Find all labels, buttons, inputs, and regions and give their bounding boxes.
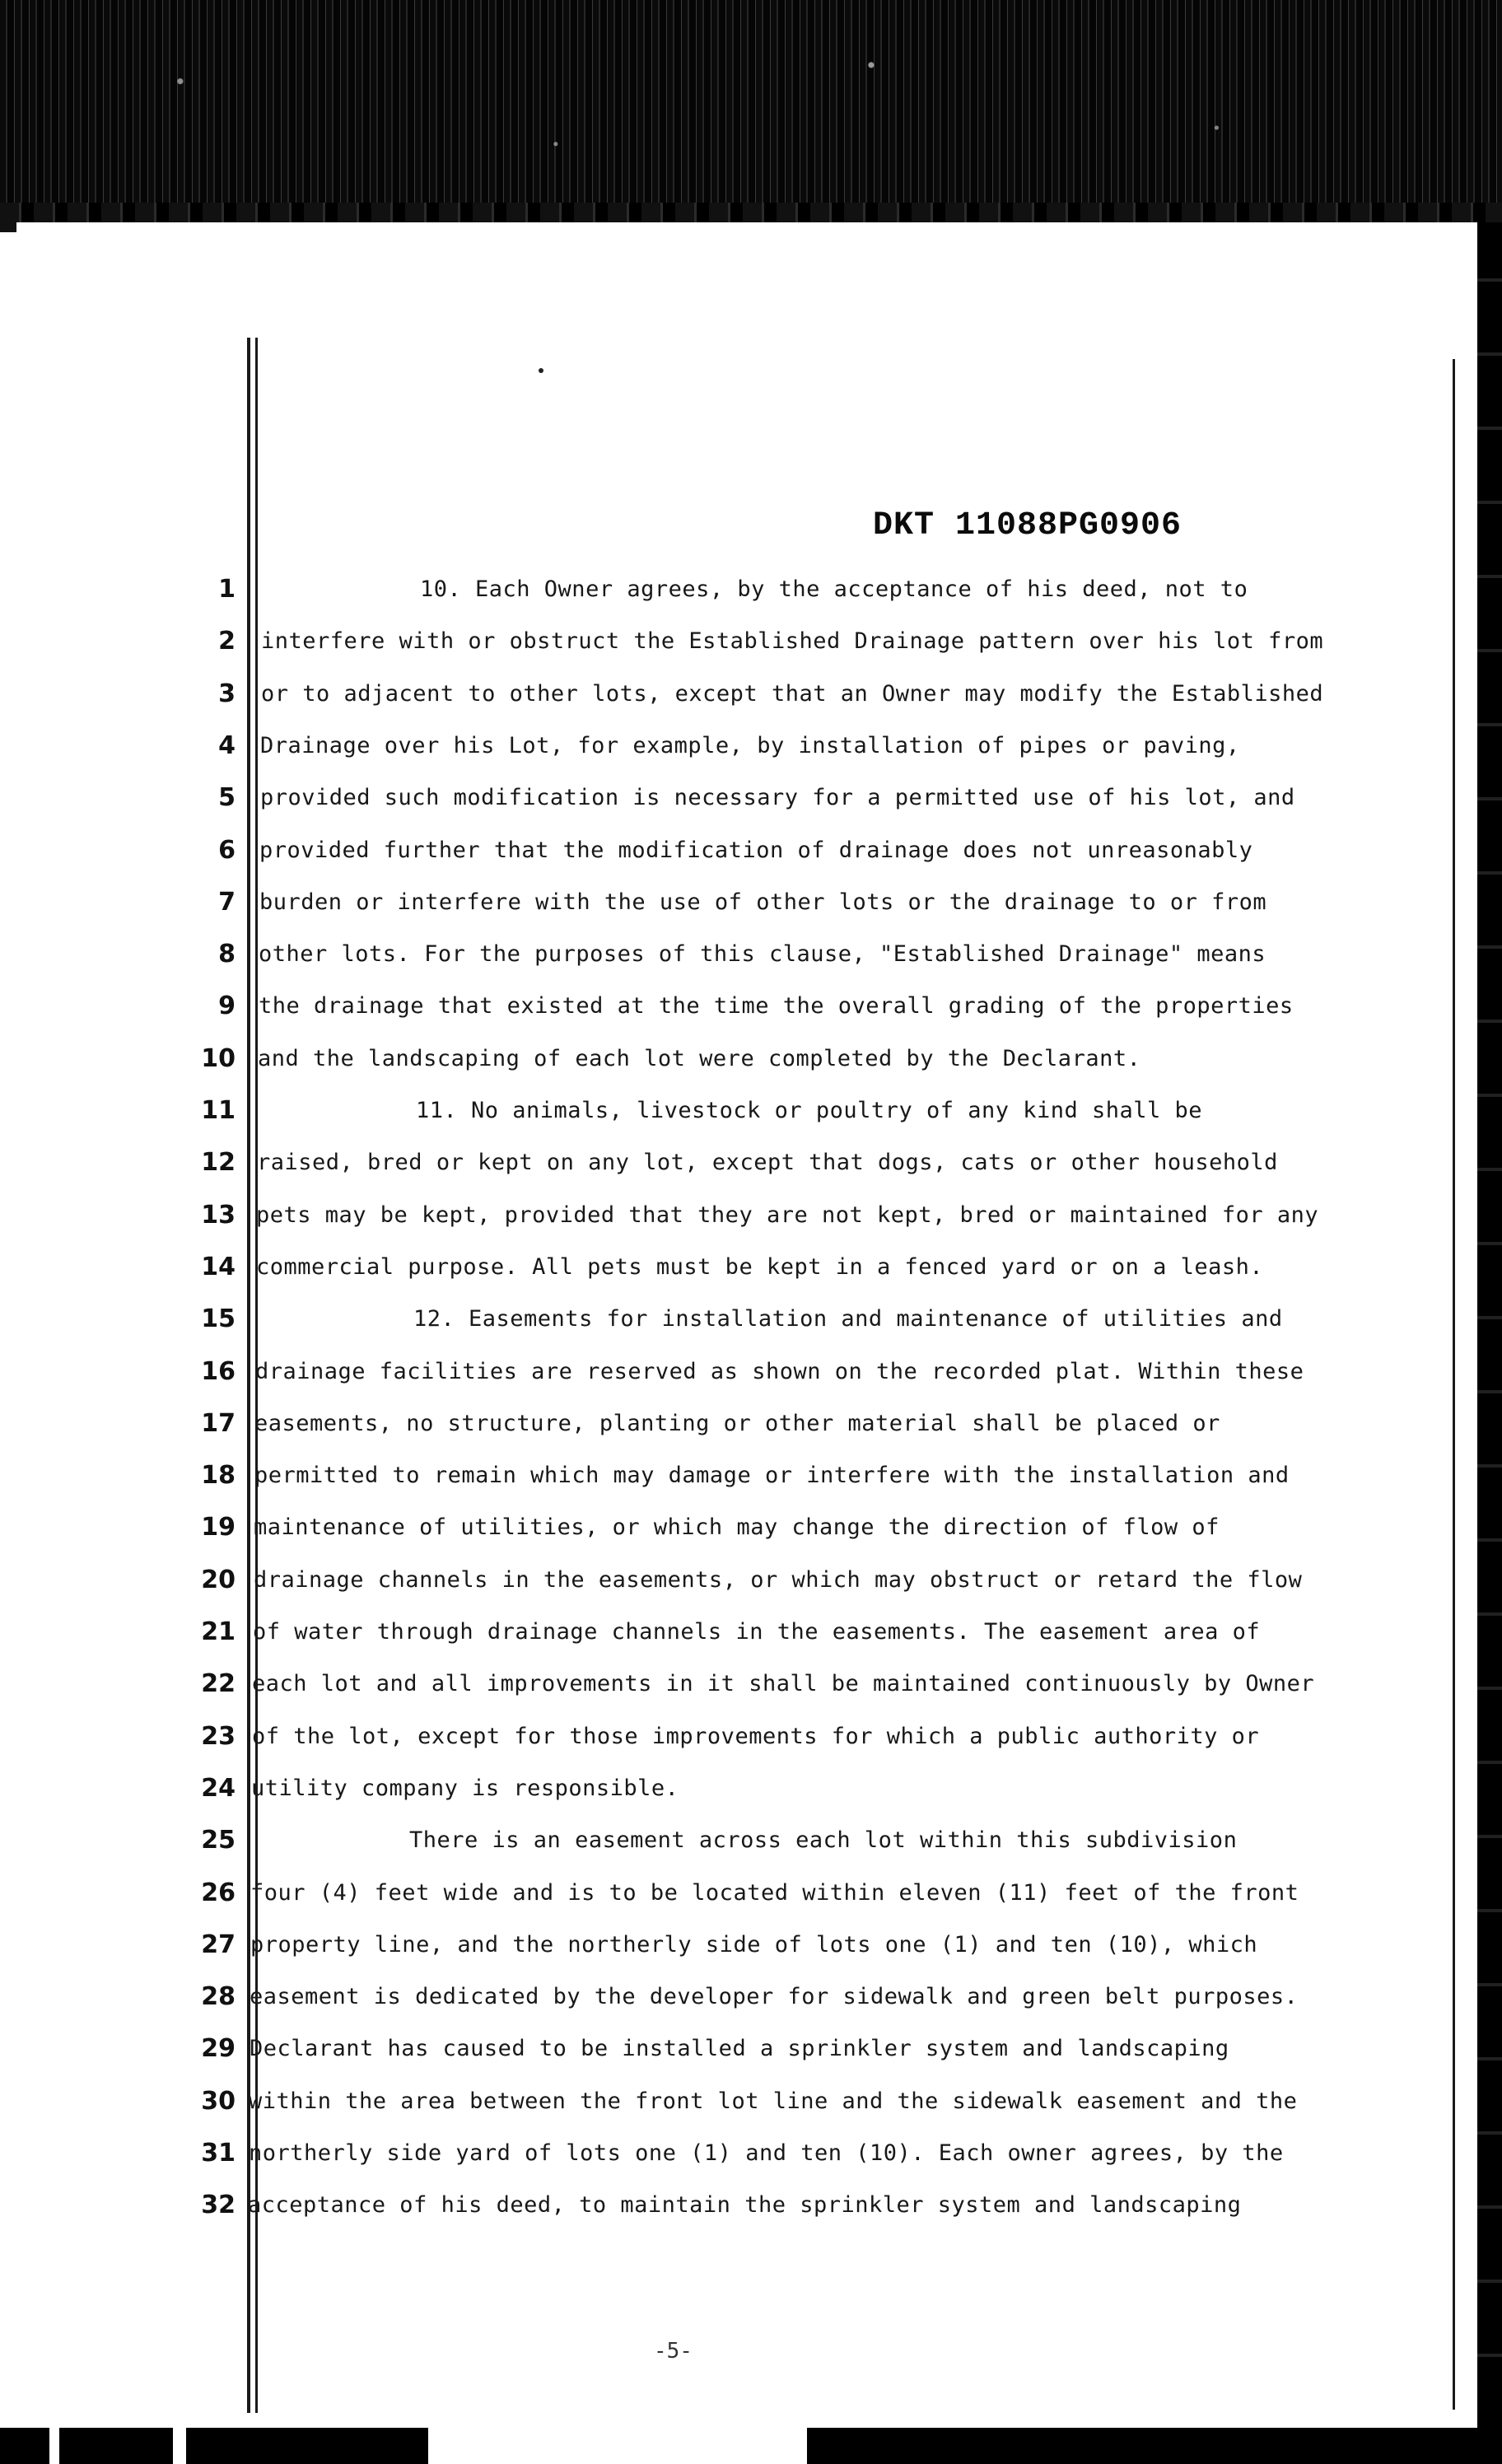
document-text-line: permitted to remain which may damage or interfere with the installation and: [254, 1463, 1290, 1488]
document-text-line: or to adjacent to other lots, except that an Owner may modify the Established: [261, 681, 1324, 707]
document-text-line: raised, bred or kept on any lot, except that dogs, cats or other household: [257, 1150, 1278, 1175]
line-number: 22: [201, 1669, 236, 1698]
line-number: 14: [201, 1253, 236, 1281]
line-number: 20: [201, 1566, 236, 1594]
line-number: 8: [218, 940, 236, 968]
document-text-line: acceptance of his deed, to maintain the sprinkler system and landscaping: [248, 2192, 1242, 2218]
line-number: 32: [201, 2191, 236, 2219]
document-text-line: Declarant has caused to be installed a sprinkler system and landscaping: [250, 2036, 1229, 2061]
document-text-line: 11. No animals, livestock or poultry of any kind shall be: [416, 1098, 1203, 1123]
line-number: 27: [201, 1930, 236, 1959]
document-text-line: interfere with or obstruct the Established Drainage pattern over his lot from: [261, 628, 1324, 654]
document-text-line: the drainage that existed at the time the overall grading of the properties: [259, 993, 1294, 1019]
right-margin-rule: [1453, 359, 1455, 2410]
line-number: 4: [218, 731, 236, 760]
line-number: 28: [201, 1982, 236, 2011]
line-number: 7: [218, 888, 236, 917]
line-number: 10: [201, 1044, 236, 1073]
document-text-line: northerly side yard of lots one (1) and ten (10). Each owner agrees, by the: [249, 2140, 1284, 2166]
page-number: -5-: [654, 2339, 693, 2364]
line-number: 30: [201, 2087, 236, 2116]
line-number: 5: [218, 783, 236, 812]
line-number: 26: [201, 1878, 236, 1907]
line-number: 21: [201, 1617, 236, 1646]
line-number: 19: [201, 1513, 236, 1542]
line-number: 2: [218, 627, 236, 656]
line-number: 29: [201, 2034, 236, 2063]
line-number: 15: [201, 1304, 236, 1333]
line-number: 31: [201, 2139, 236, 2168]
line-number: 24: [201, 1774, 236, 1803]
document-text-line: four (4) feet wide and is to be located within eleven (11) feet of the front: [250, 1880, 1299, 1906]
line-number: 6: [218, 836, 236, 865]
document-text-line: of the lot, except for those improvements for which a public authority or: [252, 1724, 1260, 1749]
document-text-line: 12. Easements for installation and maintenance of utilities and: [413, 1306, 1283, 1332]
line-number: 11: [201, 1096, 236, 1125]
document-text-line: Drainage over his Lot, for example, by installation of pipes or paving,: [260, 733, 1240, 758]
document-text-line: and the landscaping of each lot were completed by the Declarant.: [258, 1046, 1141, 1071]
document-text-line: easements, no structure, planting or other material shall be placed or: [254, 1411, 1220, 1436]
line-number: 13: [201, 1201, 236, 1230]
ink-speck: [539, 368, 543, 373]
document-text-line: provided such modification is necessary for a permitted use of his lot, and: [260, 785, 1295, 810]
line-number: 16: [201, 1357, 236, 1386]
document-text-line: easement is dedicated by the developer for sidewalk and green belt purposes.: [250, 1984, 1299, 2009]
document-text-line: other lots. For the purposes of this clause, "Established Drainage" means: [259, 941, 1266, 967]
line-number: 3: [218, 679, 236, 708]
line-number: 9: [218, 992, 236, 1020]
line-number: 23: [201, 1722, 236, 1751]
document-text-line: maintenance of utilities, or which may change the direction of flow of: [254, 1514, 1220, 1540]
document-text-line: drainage facilities are reserved as shown on the recorded plat. Within these: [255, 1359, 1304, 1384]
scan-noise-top: [0, 0, 1502, 232]
book-page-reference: DKT 11088PG0906: [873, 507, 1182, 544]
document-text-line: There is an easement across each lot within this subdivision: [409, 1827, 1238, 1853]
document-text-line: of water through drainage channels in the easements. The easement area of: [253, 1619, 1261, 1645]
document-text-line: within the area between the front lot line and the sidewalk easement and the: [249, 2088, 1298, 2114]
document-text-line: each lot and all improvements in it shall be maintained continuously by Owner: [252, 1671, 1315, 1696]
document-text-line: drainage channels in the easements, or which may obstruct or retard the flow: [254, 1567, 1303, 1593]
document-text-line: burden or interfere with the use of other lots or the drainage to or from: [259, 889, 1267, 915]
line-number: 25: [201, 1826, 236, 1855]
document-text-line: pets may be kept, provided that they are not kept, bred or maintained for any: [256, 1202, 1319, 1228]
document-text-line: provided further that the modification of drainage does not unreasonably: [259, 838, 1253, 863]
document-text-line: utility company is responsible.: [251, 1776, 679, 1801]
line-number: 18: [201, 1461, 236, 1490]
document-text-line: 10. Each Owner agrees, by the acceptance of his deed, not to: [420, 576, 1248, 602]
document-text-line: property line, and the northerly side of lots one (1) and ten (10), which: [250, 1932, 1258, 1958]
line-number: 17: [201, 1409, 236, 1438]
scan-noise-right: [1477, 222, 1502, 2464]
scan-noise-bottom: [0, 2428, 1502, 2464]
line-number: 1: [218, 575, 236, 604]
document-text-line: commercial purpose. All pets must be kept in a fenced yard or on a leash.: [256, 1254, 1264, 1280]
line-number: 12: [201, 1148, 236, 1177]
